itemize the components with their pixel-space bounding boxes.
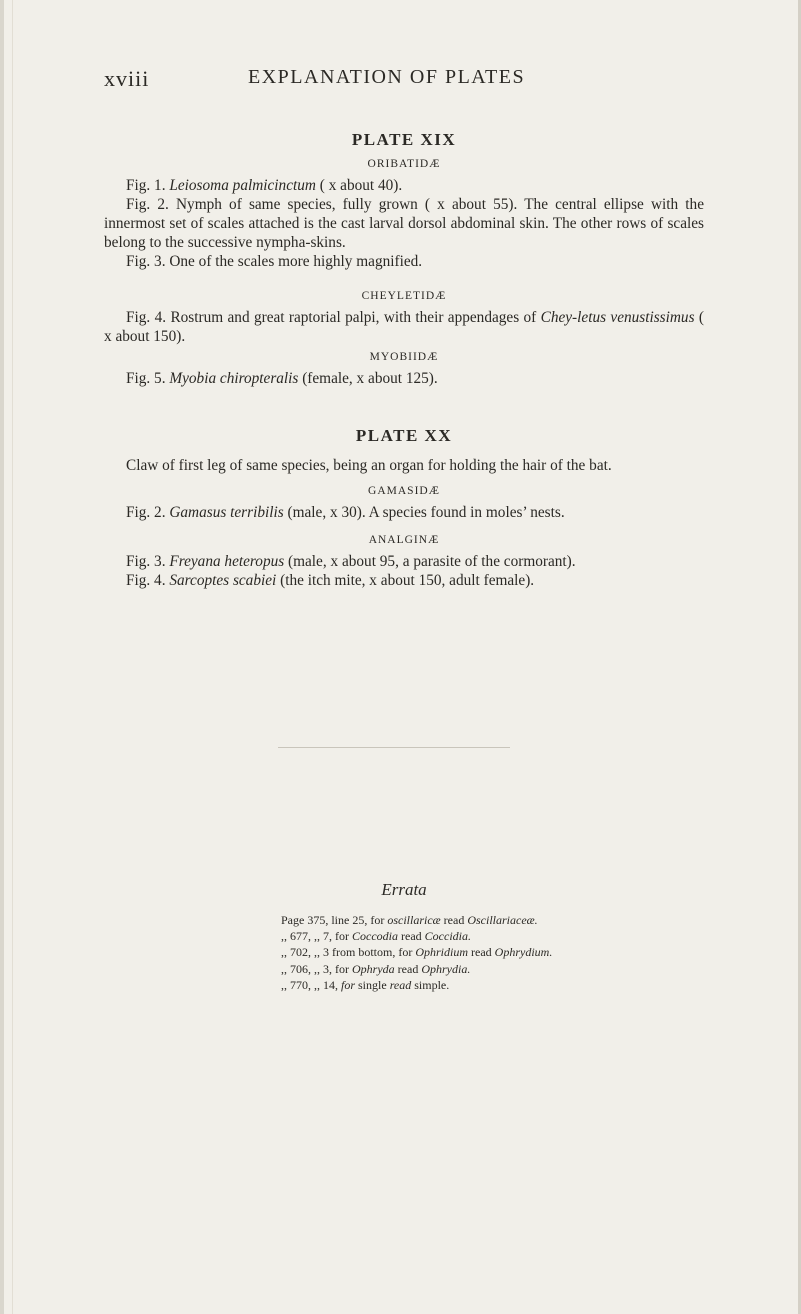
species-name: Leiosoma palmicinctum	[169, 177, 316, 194]
fig-entry	[104, 308, 704, 346]
family-heading-myobiidae: MYOBIIDÆ	[369, 351, 439, 363]
errata-line: ,, 7,	[314, 929, 332, 944]
fig-label: Fig. 4.	[126, 309, 167, 326]
species-name: Chey-letus venustissimus	[540, 309, 695, 326]
errata-wrong: Coccodia	[352, 929, 398, 944]
family-heading-oribatidae: ORIBATIDÆ	[367, 158, 441, 170]
fig-label: Fig. 5.	[126, 370, 166, 387]
fig-entry	[104, 176, 704, 195]
errata-right: Ophrydium.	[494, 945, 553, 960]
errata-row	[281, 928, 721, 944]
errata-text: from bottom, for	[332, 945, 416, 960]
fig-text: ( x about 40).	[315, 177, 403, 194]
errata-line: ,, 14,	[314, 977, 338, 992]
errata-line: line 25,	[331, 913, 368, 927]
errata-text: read	[398, 929, 425, 944]
fig-label: Fig. 2.	[126, 196, 169, 213]
fig-label: Fig. 3.	[126, 253, 166, 270]
plate-xix-title: PLATE XIX	[351, 130, 457, 149]
errata-page: ,, 770,	[281, 977, 311, 992]
section-divider	[278, 747, 510, 748]
errata-text: for	[335, 929, 352, 944]
errata-text: for	[335, 961, 352, 976]
fig-label: Fig. 3.	[126, 553, 166, 570]
fig-text: (female, x about 125).	[298, 370, 438, 387]
errata-wrong: oscillaricæ	[387, 913, 441, 927]
errata-line: ,, 3,	[314, 961, 332, 976]
species-name: Freyana heteropus	[169, 553, 285, 570]
fig-text: (the itch mite, x about 150, adult female).	[276, 572, 535, 589]
errata-text: read	[440, 913, 468, 927]
fig-entry	[104, 571, 704, 590]
errata-title: Errata	[381, 880, 427, 899]
errata-line: ,, 3	[314, 945, 329, 960]
errata-text: read	[394, 961, 422, 976]
species-name: Myobia chiropteralis	[169, 370, 299, 387]
page-number: xviii	[104, 66, 150, 91]
fig-entry	[104, 195, 704, 252]
errata-page: ,, 706,	[281, 961, 311, 976]
species-name: Sarcoptes scabiei	[169, 572, 277, 589]
errata-row	[281, 977, 721, 993]
errata-right: read	[389, 977, 412, 992]
errata-row	[281, 912, 721, 928]
errata-page: ,, 702,	[281, 945, 311, 960]
errata-page: ,, 677,	[281, 929, 311, 944]
errata-row	[281, 944, 721, 960]
errata-right: Oscillariaceæ.	[467, 913, 538, 927]
errata-text: read	[468, 945, 495, 960]
errata-wrong: for	[341, 977, 356, 992]
fig-text: ( x about 150).	[104, 309, 705, 345]
plate-xx-title: PLATE XX	[355, 426, 453, 445]
fig-entry	[104, 369, 704, 388]
page-header	[104, 66, 704, 96]
errata-list	[281, 912, 721, 993]
fig-text: Nymph of same species, fully grown ( x about 55). The central ellipse with the innermost set of scales attached is the cast larval dorsol abdominal skin. The other rows of scales belong to the successive nympha-skins.	[104, 196, 704, 251]
errata-wrong: Ophryda	[352, 961, 395, 976]
errata-row	[281, 961, 721, 977]
errata-text: simple.	[411, 977, 450, 992]
page-edge-left	[0, 0, 4, 1314]
fig-label: Fig. 1.	[126, 177, 166, 194]
family-heading-cheyletidae: CHEYLETIDÆ	[361, 290, 447, 302]
fig-text: Rostrum and great raptorial palpi, with their appendages of	[166, 309, 541, 326]
errata-text: single	[355, 977, 390, 992]
errata-wrong: Ophridium	[415, 945, 468, 960]
fig-entry	[104, 252, 704, 271]
errata-right: Coccidia.	[424, 929, 471, 944]
errata-page: Page 375,	[281, 913, 329, 927]
family-heading-analginae: ANALGINÆ	[368, 534, 440, 546]
fig-entry	[104, 503, 704, 522]
errata-right: Ophrydia.	[421, 961, 471, 976]
fig-label: Fig. 4.	[126, 572, 166, 589]
species-name: Gamasus terribilis	[169, 504, 284, 521]
fig-text: (male, x 30). A species found in moles’ nests.	[283, 504, 565, 521]
errata-text: for	[370, 913, 388, 927]
fig-text: One of the scales more highly magnified.	[165, 253, 423, 270]
page-edge-line	[12, 0, 13, 1314]
running-head: EXPLANATION OF PLATES	[248, 66, 526, 88]
fig-entry	[104, 552, 704, 571]
plate-xx-intro: Claw of first leg of same species, being an organ for holding the hair of the bat.	[126, 457, 612, 474]
fig-text: (male, x about 95, a parasite of the cormorant).	[284, 553, 576, 570]
plates-body	[104, 130, 704, 590]
fig-label: Fig. 2.	[126, 504, 166, 521]
family-heading-gamasidae: GAMASIDÆ	[368, 485, 440, 497]
